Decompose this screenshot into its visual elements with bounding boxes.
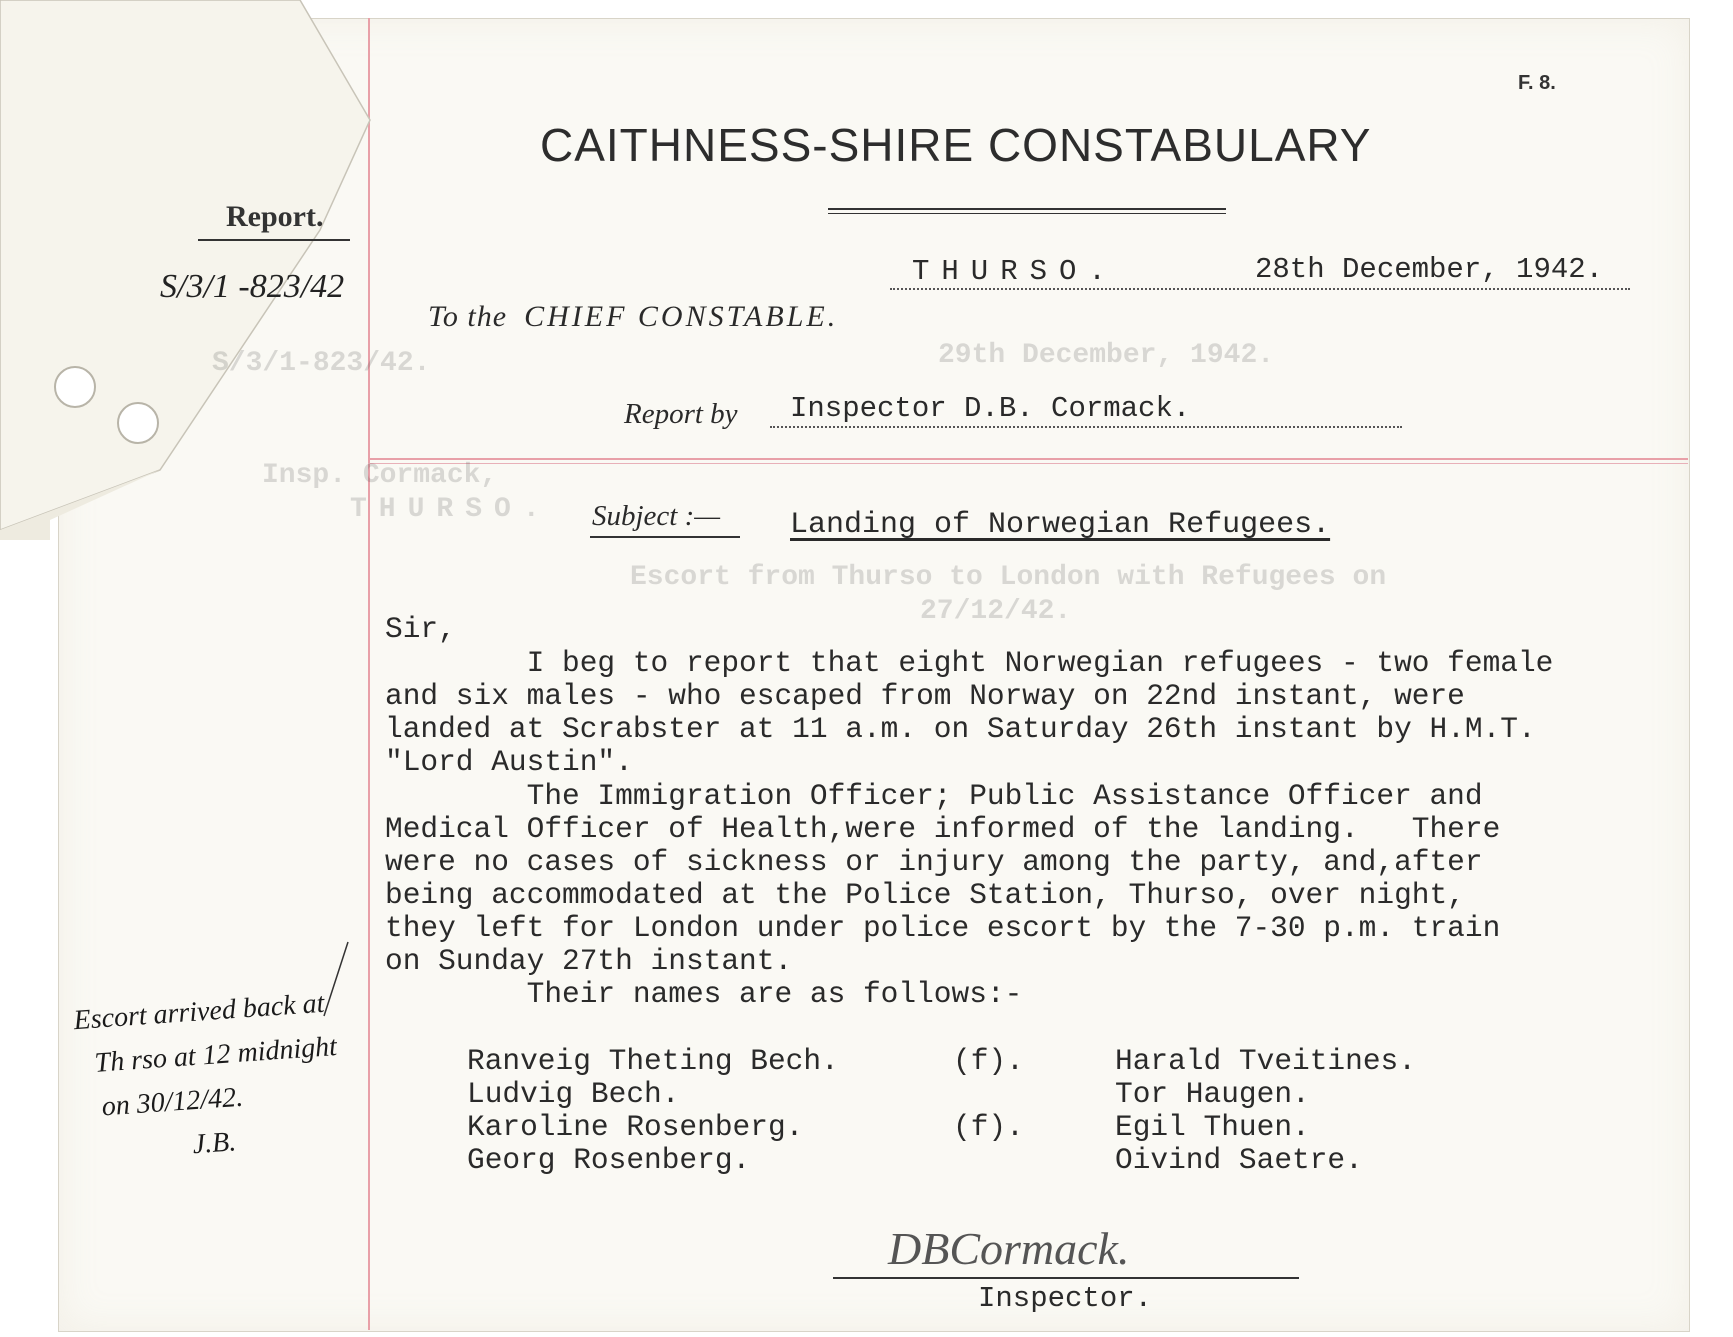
gender-mark: (f). <box>953 1110 1024 1144</box>
form-number: F. 8. <box>1518 72 1556 94</box>
title-rule-lower <box>828 213 1226 214</box>
paragraph-2: The Immigration Officer; Public Assistance Officer and Medical Officer of Health,were informed of the landing. There were no cases of sickness or injury among the party, and,after being accommodated at the Police Station, Thurso, over night, they left for London under police escort by the 7-30 p.m. train on Sunday 27th instant. <box>385 779 1501 978</box>
punch-hole-lower <box>117 402 159 444</box>
punch-hole-upper <box>54 366 96 408</box>
salutation: Sir, <box>385 612 456 646</box>
gender-mark: (f). <box>953 1044 1024 1078</box>
faint-date: 29th December, 1942. <box>938 340 1275 371</box>
refugee-name: Karoline Rosenberg. <box>467 1110 804 1144</box>
handwritten-note <box>72 981 344 1175</box>
list-item <box>467 1045 839 1078</box>
refugee-name: Ranveig Theting Bech. <box>467 1044 839 1078</box>
faint-ref: S/3/1-823/42. <box>212 348 431 379</box>
signature: DBCormack. <box>888 1223 1130 1274</box>
paragraph-1: I beg to report that eight Norwegian refugees - two female and six males - who escaped from Norway on 22nd instant, were landed at Scrabster at 11 a.m. on Saturday 26th instant by H.M.T. "Lord Austin". <box>385 646 1554 779</box>
note-line: Th rso at 12 midnight <box>93 1030 338 1079</box>
gender-marks <box>953 1045 1024 1144</box>
signature-title: Inspector. <box>978 1282 1153 1315</box>
dotted-rule-report-by <box>770 426 1402 428</box>
title-rule <box>828 208 1226 210</box>
paragraph-3: Their names are as follows:- <box>385 977 1023 1011</box>
page-title: CAITHNESS-SHIRE CONSTABULARY <box>540 119 1372 171</box>
signature-rule <box>833 1277 1299 1279</box>
subject-label: Subject :— <box>592 500 721 532</box>
to-prefix: To the <box>428 300 508 333</box>
report-label-rule <box>198 239 350 241</box>
faint-subject-2: 27/12/42. <box>920 596 1072 627</box>
to-recipient: CHIEF CONSTABLE. <box>524 300 839 333</box>
list-item <box>467 1078 839 1111</box>
report-label: Report. <box>226 200 324 233</box>
note-line: on 30/12/42. <box>100 1081 245 1123</box>
dotted-rule <box>890 288 1630 290</box>
faint-subject-1: Escort from Thurso to London with Refugees on <box>630 562 1387 593</box>
subject-label-rule <box>590 536 740 538</box>
reference-number: S/3/1 -823/42 <box>160 268 345 305</box>
header-rule-secondary <box>368 463 1688 464</box>
note-initials: J.B. <box>191 1126 238 1161</box>
subject: Landing of Norwegian Refugees. <box>790 508 1331 542</box>
date: 28th December, 1942. <box>1255 253 1604 286</box>
refugee-name: Tor Haugen. <box>1115 1077 1310 1111</box>
header-rule <box>368 458 1688 460</box>
report-by: Inspector D.B. Cormack. <box>790 392 1191 425</box>
refugee-name: Egil Thuen. <box>1115 1110 1310 1144</box>
pencil-stroke-icon <box>320 940 350 1020</box>
name-list-left <box>467 1045 839 1177</box>
refugee-name: Oivind Saetre. <box>1115 1143 1363 1177</box>
refugee-name: Ludvig Bech. <box>467 1077 680 1111</box>
name-list-right <box>1115 1045 1416 1177</box>
list-item <box>467 1111 839 1144</box>
report-by-label: Report by <box>624 398 738 430</box>
faint-insp: Insp. Cormack, <box>262 460 498 491</box>
faint-place: THURSO. <box>350 494 552 525</box>
refugee-name: Georg Rosenberg. <box>467 1143 751 1177</box>
note-line: Escort arrived back at <box>72 987 326 1037</box>
refugee-name: Harald Tveitines. <box>1115 1044 1416 1078</box>
list-item <box>467 1144 839 1177</box>
addressee <box>428 300 838 334</box>
place: THURSO. <box>912 255 1118 288</box>
gender-mark <box>953 1078 1024 1111</box>
